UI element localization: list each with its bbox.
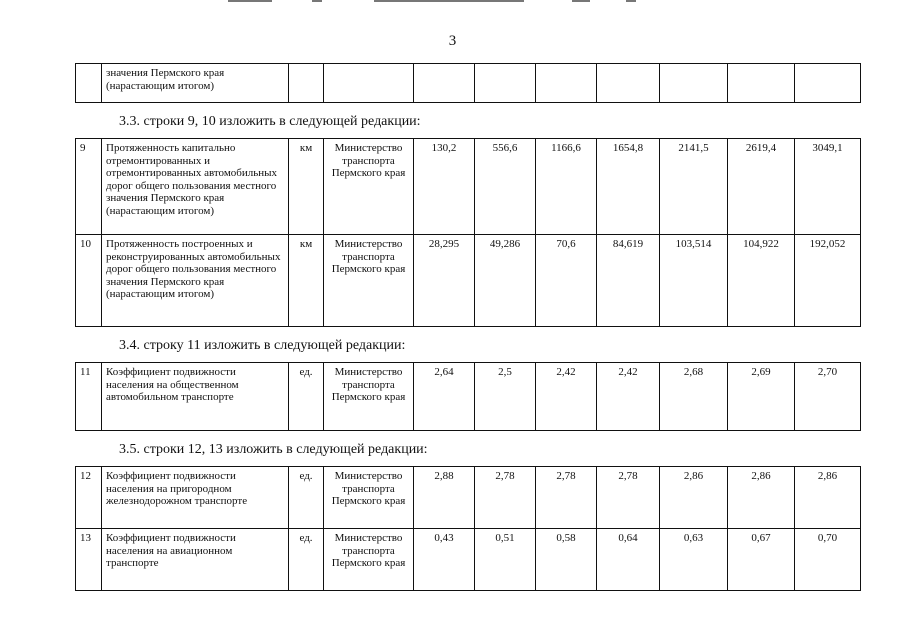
table-row	[76, 235, 861, 327]
value-cell: 28,295	[414, 235, 475, 327]
value-cell	[597, 64, 660, 103]
value-cell: 0,43	[414, 529, 475, 591]
scan-mark	[626, 0, 636, 2]
row-number-cell: 10	[76, 235, 102, 327]
row-number-cell	[76, 64, 102, 103]
scan-mark	[374, 0, 524, 2]
value-cell: 2,86	[795, 467, 861, 529]
org-cell: Министерство транспорта Пермского края	[324, 467, 414, 529]
value-cell: 84,619	[597, 235, 660, 327]
section-3-4-table	[75, 362, 861, 431]
top-continuation-table	[75, 63, 861, 103]
unit-cell: км	[289, 139, 324, 235]
value-cell: 2,69	[728, 363, 795, 431]
value-cell: 0,64	[597, 529, 660, 591]
unit-cell: ед.	[289, 529, 324, 591]
row-number-cell: 9	[76, 139, 102, 235]
value-cell: 2,42	[597, 363, 660, 431]
value-cell	[475, 64, 536, 103]
indicator-name-cell: Коэффициент подвижности населения на авиационном транспорте	[102, 529, 289, 591]
unit-cell: ед.	[289, 467, 324, 529]
value-cell: 0,58	[536, 529, 597, 591]
value-cell: 2,64	[414, 363, 475, 431]
org-cell: Министерство транспорта Пермского края	[324, 139, 414, 235]
unit-cell: км	[289, 235, 324, 327]
org-cell	[324, 64, 414, 103]
scan-mark	[572, 0, 590, 2]
value-cell: 2,42	[536, 363, 597, 431]
table-row	[76, 363, 861, 431]
value-cell: 2,78	[597, 467, 660, 529]
section-heading: 3.4. строку 11 изложить в следующей редакции:	[119, 338, 406, 353]
value-cell: 0,67	[728, 529, 795, 591]
indicator-name-cell: Протяженность построенных и реконструированных автомобильных дорог общего пользования местного значения Пермского края (нарастающим итогом)	[102, 235, 289, 327]
indicator-name-cell: Протяженность капитально отремонтированных и отремонтированных автомобильных дорог общего пользования местного значения Пермского края (нарастающим итогом)	[102, 139, 289, 235]
row-number-cell: 11	[76, 363, 102, 431]
row-number-cell: 13	[76, 529, 102, 591]
indicator-name-cell: Коэффициент подвижности населения на общественном автомобильном транспорте	[102, 363, 289, 431]
value-cell: 2,78	[475, 467, 536, 529]
scan-mark	[228, 0, 272, 2]
unit-cell: ед.	[289, 363, 324, 431]
value-cell: 0,51	[475, 529, 536, 591]
row-number-cell: 12	[76, 467, 102, 529]
value-cell: 2619,4	[728, 139, 795, 235]
value-cell: 2,70	[795, 363, 861, 431]
org-cell: Министерство транспорта Пермского края	[324, 235, 414, 327]
table-row	[76, 529, 861, 591]
org-cell: Министерство транспорта Пермского края	[324, 363, 414, 431]
table-row	[76, 139, 861, 235]
value-cell: 2,86	[728, 467, 795, 529]
value-cell: 0,63	[660, 529, 728, 591]
value-cell: 49,286	[475, 235, 536, 327]
value-cell: 2,68	[660, 363, 728, 431]
value-cell	[414, 64, 475, 103]
section-heading: 3.3. строки 9, 10 изложить в следующей редакции:	[119, 114, 421, 129]
value-cell: 104,922	[728, 235, 795, 327]
value-cell: 103,514	[660, 235, 728, 327]
indicator-name-cell: Коэффициент подвижности населения на пригородном железнодорожном транспорте	[102, 467, 289, 529]
org-cell: Министерство транспорта Пермского края	[324, 529, 414, 591]
value-cell: 130,2	[414, 139, 475, 235]
value-cell: 2,86	[660, 467, 728, 529]
table-row	[76, 64, 861, 103]
section-3-5-table	[75, 466, 861, 591]
page-number: 3	[448, 33, 457, 49]
value-cell	[536, 64, 597, 103]
value-cell: 2,88	[414, 467, 475, 529]
indicator-name-cell: значения Пермского края (нарастающим итогом)	[102, 64, 289, 103]
value-cell: 556,6	[475, 139, 536, 235]
scan-mark	[312, 0, 322, 2]
section-3-3-table	[75, 138, 861, 327]
section-heading: 3.5. строки 12, 13 изложить в следующей редакции:	[119, 442, 428, 457]
unit-cell	[289, 64, 324, 103]
value-cell: 70,6	[536, 235, 597, 327]
value-cell: 2,5	[475, 363, 536, 431]
value-cell: 2141,5	[660, 139, 728, 235]
value-cell: 1654,8	[597, 139, 660, 235]
value-cell	[660, 64, 728, 103]
value-cell: 1166,6	[536, 139, 597, 235]
value-cell	[728, 64, 795, 103]
table-row	[76, 467, 861, 529]
value-cell: 192,052	[795, 235, 861, 327]
value-cell	[795, 64, 861, 103]
value-cell: 2,78	[536, 467, 597, 529]
value-cell: 3049,1	[795, 139, 861, 235]
value-cell: 0,70	[795, 529, 861, 591]
